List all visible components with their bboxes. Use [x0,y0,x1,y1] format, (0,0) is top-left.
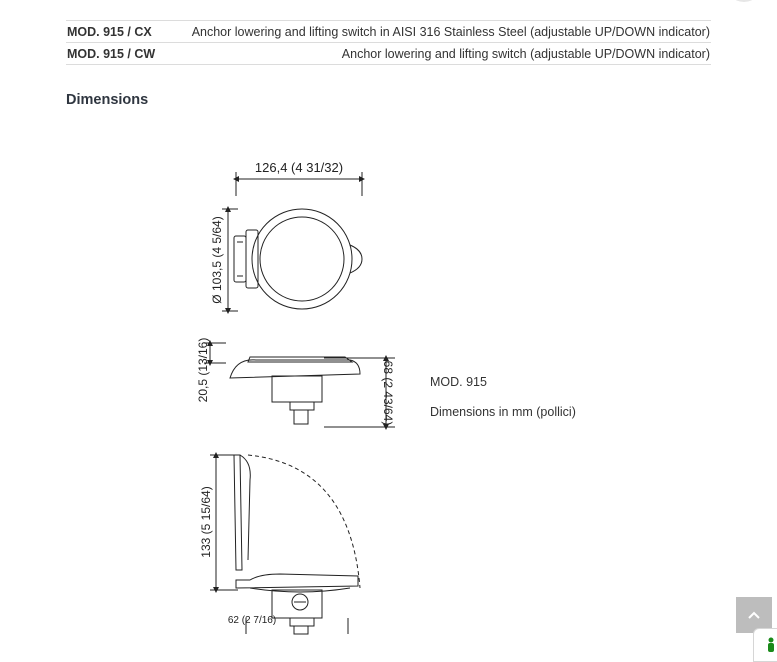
model-description: Anchor lowering and lifting switch (adjustable UP/DOWN indicator) [178,43,711,65]
height-dimension-label: 20,5 (13/16) [196,337,210,403]
table-row [66,43,711,65]
chevron-up-icon [748,611,760,619]
dimension-drawing [190,150,405,640]
base-dimension-label: 62 (2 7/16) [227,615,277,626]
table-row [66,21,711,43]
units-caption: Dimensions in mm (pollici) [430,405,576,419]
width-dimension-label: 126,4 (4 31/32) [254,160,344,175]
model-code: MOD. 915 / CX [66,21,178,43]
floating-circle-button[interactable] [726,0,762,2]
diameter-dimension-label: Ø 103,5 (4 5/64) [210,216,224,304]
depth-dimension-label: 68 (2 43/64) [381,360,395,426]
privacy-settings-button[interactable] [753,628,777,662]
open-height-dimension-label: 133 (5 15/64) [199,486,213,558]
model-description: Anchor lowering and lifting switch in AISI 316 Stainless Steel (adjustable UP/DOWN indicator) [178,21,711,43]
model-caption: MOD. 915 [430,375,487,389]
model-code: MOD. 915 / CW [66,43,178,65]
section-title: Dimensions [66,92,149,108]
person-icon [765,637,777,653]
specifications-table [66,20,711,65]
